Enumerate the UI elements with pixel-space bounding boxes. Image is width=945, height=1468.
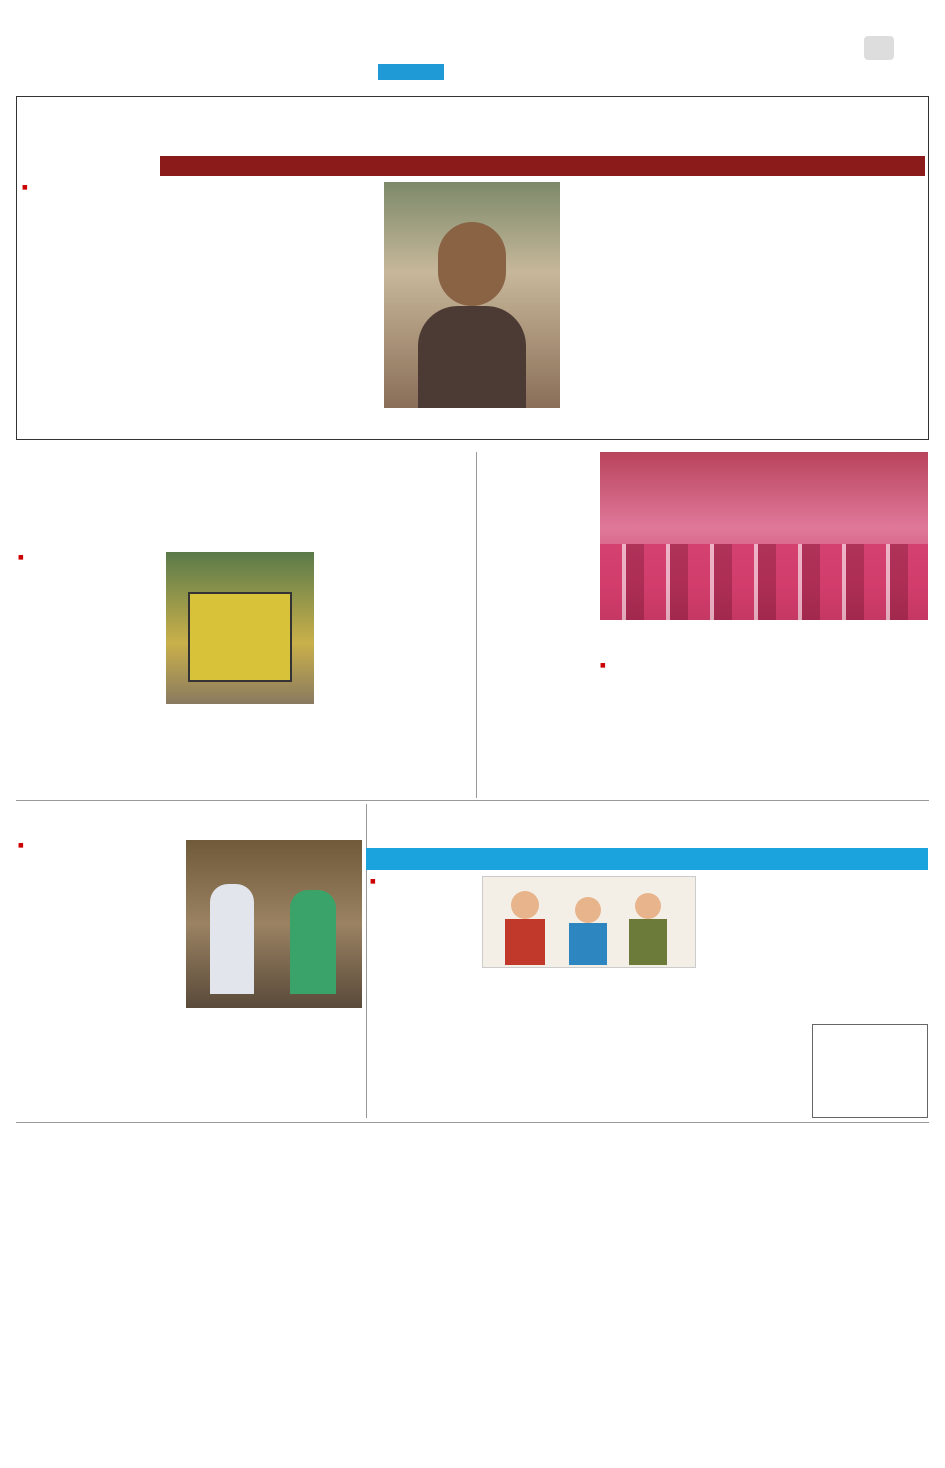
neighbor-col-3 bbox=[592, 972, 696, 1118]
correction-box bbox=[812, 1024, 928, 1118]
neighbor-subheadline bbox=[366, 848, 928, 870]
dj-col-1 bbox=[18, 552, 160, 794]
newspaper-logo bbox=[22, 8, 122, 84]
page-number bbox=[864, 36, 894, 60]
bhajan-byline bbox=[600, 660, 762, 672]
correction-body bbox=[813, 1025, 927, 1029]
lead-col-4 bbox=[746, 182, 924, 432]
dengue-byline bbox=[18, 840, 180, 852]
neighbor-illustration bbox=[482, 876, 696, 968]
lead-photo bbox=[384, 182, 560, 408]
divider-notices bbox=[16, 1122, 929, 1123]
masthead bbox=[0, 0, 945, 88]
neighbor-col-1 bbox=[370, 876, 476, 1118]
bhajan-col-1 bbox=[600, 660, 762, 794]
dj-byline bbox=[18, 552, 160, 564]
bhajan-col-2 bbox=[768, 660, 928, 794]
bhajan-photo bbox=[600, 452, 928, 620]
epaper-label bbox=[378, 64, 444, 80]
neighbor-col-5 bbox=[812, 876, 928, 1022]
neighbor-col-2 bbox=[482, 972, 588, 1118]
divider-iac bbox=[476, 452, 477, 798]
lead-subheadline bbox=[160, 156, 925, 176]
iac-body bbox=[482, 492, 594, 794]
dengue-col-2 bbox=[186, 1012, 362, 1118]
lead-col-1 bbox=[22, 182, 198, 432]
neighbor-col-4 bbox=[702, 876, 806, 1118]
dj-col-3 bbox=[320, 552, 470, 794]
dj-photo-caption bbox=[166, 708, 314, 794]
lead-col-2 bbox=[202, 182, 378, 432]
dengue-col-1 bbox=[18, 840, 180, 1118]
dj-photo bbox=[166, 552, 314, 704]
lead-byline bbox=[22, 182, 198, 194]
divider-mid bbox=[16, 800, 929, 801]
dengue-photo bbox=[186, 840, 362, 1008]
lead-col-3 bbox=[566, 182, 742, 432]
neighbor-byline bbox=[370, 876, 476, 888]
